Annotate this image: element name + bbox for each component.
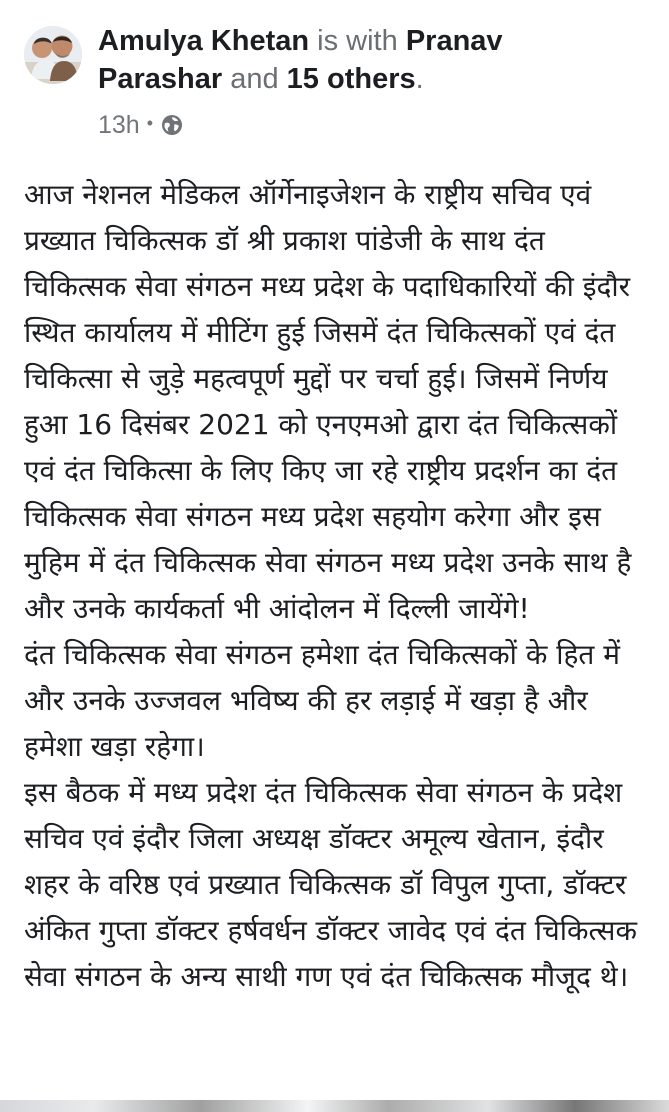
post-paragraph-2: दंत चिकित्सक सेवा संगठन हमेशा दंत चिकित्सकों के हित में और उनके उज्जवल भविष्य की हर लड़ाई में खड़ा है और हमेशा खड़ा रहेगा।: [24, 638, 620, 763]
post-time[interactable]: 13h: [98, 111, 140, 139]
post-paragraph-1: आज नेशनल मेडिकल ऑर्गेनाइजेशन के राष्ट्रीय सचिव एवं प्रख्यात चिकित्सक डॉ श्री प्रकाश पांडेजी के साथ दंत चिकित्सक सेवा संगठन मध्य प्रदेश के पदाधिकारियों की इंदौर स्थित कार्यालय में मीटिंग हुई जिसमें दंत चिकित्सकों एवं दंत चिकित्सा से जुड़े महत्वपूर्ण मुद्दों पर चर्चा हुई। जिसमें निर्णय हुआ 16 दिसंबर 2021 को एनएमओ द्वारा दंत चिकित्सकों एवं दंत चिकित्सा के लिए किए जा रहे राष्ट्रीय प्रदर्शन का दंत चिकित्सक सेवा संगठन मध्य प्रदेश सहयोग करेगा और इस मुहिम में दंत चिकित्सक सेवा संगठन मध्य प्रदेश उनके साथ है और उनके कार्यकर्ता भी आंदोलन में दिल्ली जायेंगे!: [24, 178, 632, 625]
others-link[interactable]: 15 others: [286, 63, 416, 95]
post-title: [98, 22, 628, 98]
author-name[interactable]: Amulya Khetan: [98, 25, 310, 57]
post-paragraph-3: इस बैठक में मध्य प्रदेश दंत चिकित्सक सेवा संगठन के प्रदेश सचिव एवं इंदौर जिला अध्यक्ष डॉक्टर अमूल्य खेतान, इंदौर शहर के वरिष्ठ एवं प्रख्यात चिकित्सक डॉ विपुल गुप्ता, डॉक्टर अंकित गुप्ता डॉक्टर हर्षवर्धन डॉक्टर जावेद एवं दंत चिकित्सक सेवा संगठन के अन्य साथी गण एवं दंत चिकित्सक मौजूद थे।: [24, 776, 637, 993]
post-content: [24, 172, 644, 1000]
and-text: and: [230, 63, 279, 95]
time-separator: •: [146, 113, 154, 133]
tagged-name[interactable]: Pranav Parashar: [98, 25, 503, 95]
post-header: [24, 22, 644, 147]
post-meta: [98, 22, 628, 140]
with-text: is with: [317, 25, 398, 57]
globe-icon: [160, 113, 184, 137]
avatar[interactable]: [24, 26, 82, 84]
post-time-row: [98, 110, 628, 140]
cropped-bottom-strip: [0, 1100, 669, 1112]
title-period: .: [415, 63, 424, 95]
profile-avatar-image: [24, 26, 82, 84]
